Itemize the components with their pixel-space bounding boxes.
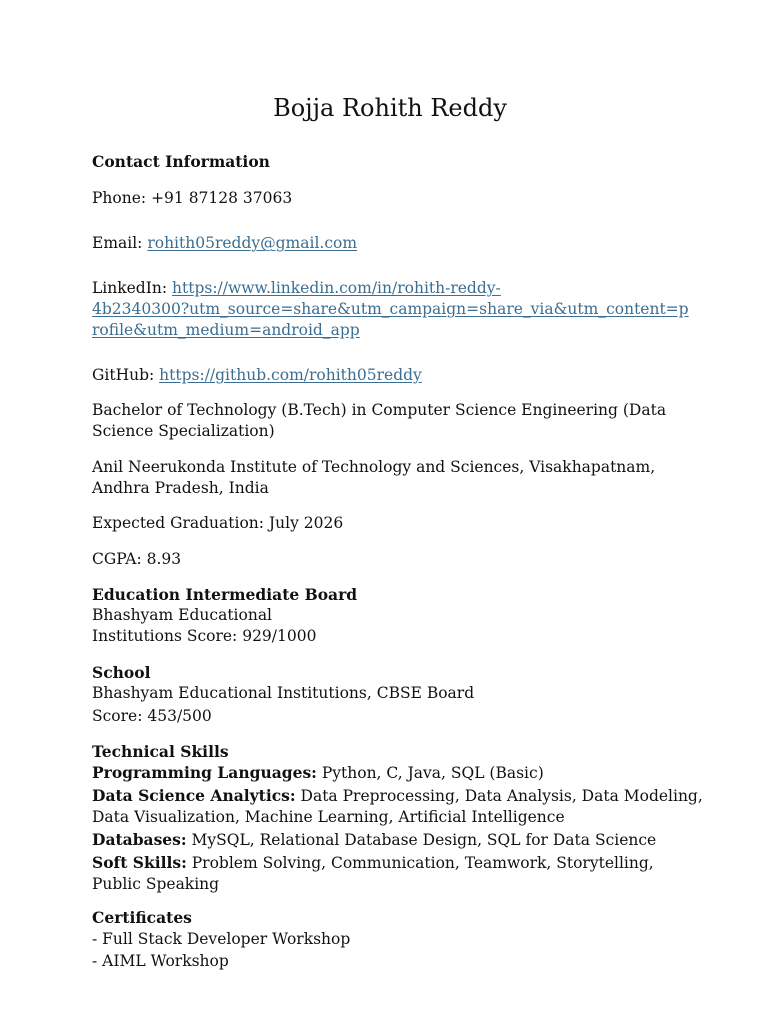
linkedin-link-part-3[interactable]: rofile&utm_medium=android_app <box>92 321 360 339</box>
degree-text <box>92 400 682 442</box>
certificate-item: - AIML Workshop <box>92 952 229 970</box>
skill-soft-value-1: Problem Solving, Communication, Teamwork, Storytelling, <box>186 854 654 872</box>
school-line-1: Bhashyam Educational Institutions, CBSE Board <box>92 684 475 702</box>
intermediate-line-1: Bhashyam Educational <box>92 606 273 624</box>
phone-line <box>92 188 682 209</box>
linkedin-link-part-1[interactable]: https://www.linkedin.com/in/rohith-reddy- <box>172 279 501 297</box>
skill-databases-label: Databases: <box>92 830 187 849</box>
skills-heading: Technical Skills <box>92 742 229 761</box>
email-label: Email: <box>92 234 143 252</box>
skill-databases <box>92 829 682 851</box>
email-line <box>92 233 682 254</box>
skill-ds-label: Data Science Analytics: <box>92 786 296 805</box>
skill-ds <box>92 785 703 807</box>
certificates-section <box>92 907 682 972</box>
page-title: Bojja Rohith Reddy <box>273 94 507 122</box>
skill-soft-value-2: Public Speaking <box>92 875 220 893</box>
institute-line-1: Anil Neerukonda Institute of Technology and Sciences, Visakhapatnam, <box>92 458 656 476</box>
skill-programming <box>92 762 682 784</box>
skill-ds-value-1: Data Preprocessing, Data Analysis, Data Modeling, <box>295 787 703 805</box>
certificate-item: - Full Stack Developer Workshop <box>92 930 351 948</box>
school-line-2: Score: 453/500 <box>92 707 212 725</box>
skill-databases-value: MySQL, Relational Database Design, SQL for Data Science <box>186 831 657 849</box>
degree-line-1: Bachelor of Technology (B.Tech) in Computer Science Engineering (Data <box>92 401 667 419</box>
skill-programming-label: Programming Languages: <box>92 763 317 782</box>
school-section <box>92 662 682 727</box>
skill-soft <box>92 852 682 874</box>
linkedin-label: LinkedIn: <box>92 279 168 297</box>
certificates-heading: Certificates <box>92 908 192 927</box>
institute-text <box>92 457 682 499</box>
institute-line-2: Andhra Pradesh, India <box>92 479 269 497</box>
intermediate-heading: Education Intermediate Board <box>92 585 358 604</box>
intermediate-line-2: Institutions Score: 929/1000 <box>92 627 317 645</box>
github-label: GitHub: <box>92 366 155 384</box>
skill-ds-value-2: Data Visualization, Machine Learning, Artificial Intelligence <box>92 808 565 826</box>
cgpa-text: CGPA: 8.93 <box>92 550 182 568</box>
contact-heading: Contact Information <box>92 152 270 171</box>
email-link[interactable]: rohith05reddy@gmail.com <box>147 234 358 252</box>
graduation-text: Expected Graduation: July 2026 <box>92 514 344 532</box>
skill-soft-label: Soft Skills: <box>92 853 187 872</box>
skills-section <box>92 741 703 895</box>
skill-programming-value: Python, C, Java, SQL (Basic) <box>316 764 544 782</box>
linkedin-line <box>92 278 689 341</box>
intermediate-section <box>92 584 682 647</box>
phone-value: +91 87128 37063 <box>151 189 293 207</box>
linkedin-link-part-2[interactable]: 4b2340300?utm_source=share&utm_campaign=share_via&utm_content=p <box>92 300 689 318</box>
phone-label: Phone: <box>92 189 147 207</box>
degree-line-2: Science Specialization) <box>92 422 275 440</box>
school-heading: School <box>92 663 151 682</box>
github-link[interactable]: https://github.com/rohith05reddy <box>159 366 422 384</box>
github-line <box>92 365 682 386</box>
